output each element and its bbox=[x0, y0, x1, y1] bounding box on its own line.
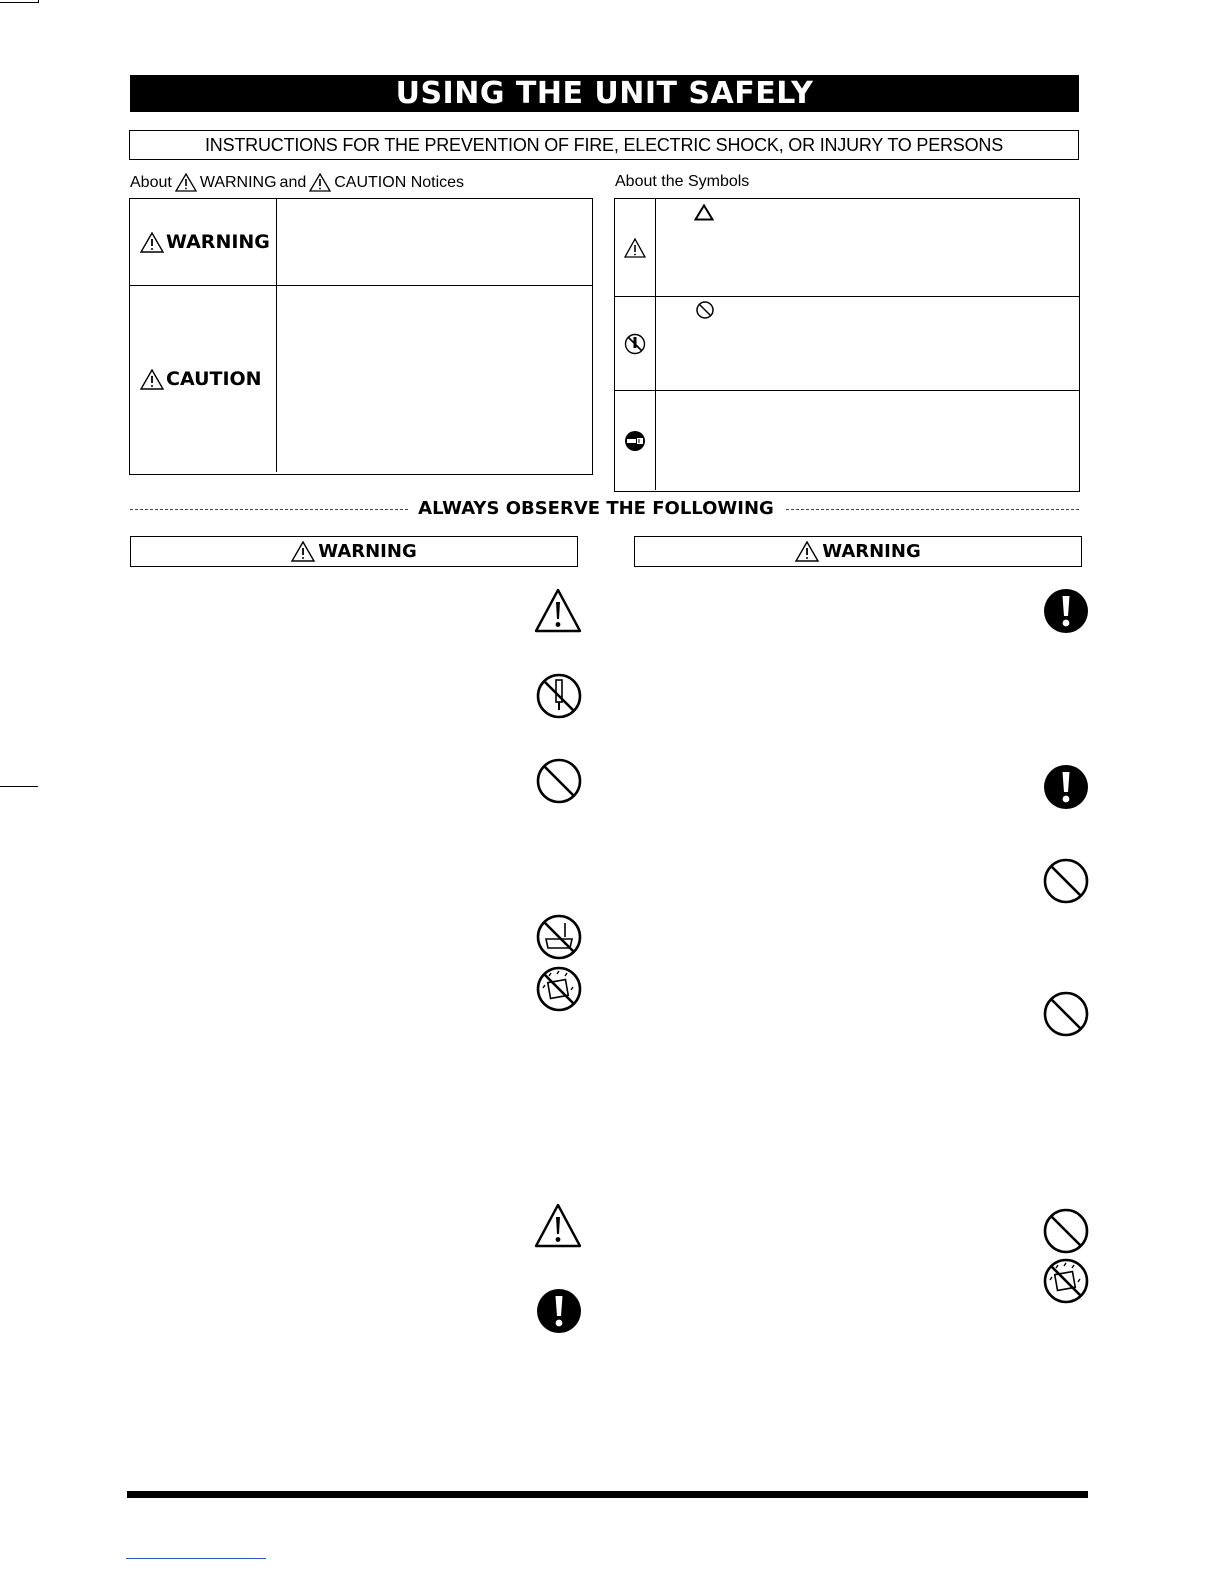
notices-heading-warning: WARNING bbox=[199, 173, 277, 191]
left-warning-header bbox=[130, 536, 578, 567]
notices-table bbox=[129, 198, 593, 475]
prohibited-icon bbox=[1042, 990, 1090, 1038]
notices-heading-caution: CAUTION Notices bbox=[334, 173, 465, 191]
instructions-banner: INSTRUCTIONS FOR THE PREVENTION OF FIRE, ELECTRIC SHOCK, OR INJURY TO PERSONS bbox=[129, 130, 1079, 160]
crop-mark-top-vertical bbox=[38, 0, 39, 3]
warning-triangle-icon bbox=[534, 587, 582, 635]
symbols-table bbox=[614, 198, 1080, 492]
symbol-icon-cell bbox=[615, 297, 656, 390]
warning-triangle-icon bbox=[795, 541, 819, 562]
keep-away-from-water-icon bbox=[535, 965, 583, 1013]
notices-heading bbox=[130, 173, 464, 192]
symbol-icon-cell bbox=[615, 391, 656, 490]
mandatory-action-icon bbox=[1042, 587, 1090, 635]
notices-heading-and: and bbox=[279, 173, 307, 191]
notice-caution-label: CAUTION bbox=[166, 368, 262, 390]
notices-heading-about: About bbox=[130, 173, 172, 191]
warning-triangle-icon bbox=[140, 232, 164, 253]
prohibited-icon bbox=[1042, 857, 1090, 905]
keep-away-from-water-icon bbox=[1042, 1257, 1090, 1305]
symbol-row-unplug bbox=[615, 391, 1079, 490]
warning-triangle-icon bbox=[534, 1202, 582, 1250]
warning-triangle-icon bbox=[175, 173, 197, 192]
observe-heading: ALWAYS OBSERVE THE FOLLOWING bbox=[410, 498, 782, 519]
prohibited-icon bbox=[535, 757, 583, 805]
do-not-disassemble-icon bbox=[624, 333, 646, 355]
prohibited-icon bbox=[1042, 1207, 1090, 1255]
notice-warning-label: WARNING bbox=[166, 231, 270, 253]
crop-mark-mid bbox=[0, 786, 38, 787]
do-not-disassemble-icon bbox=[535, 672, 583, 720]
prohibited-small-icon bbox=[695, 300, 715, 320]
bottom-rule bbox=[127, 1491, 1088, 1498]
open-triangle-icon bbox=[694, 204, 714, 221]
footer-underline bbox=[126, 1558, 266, 1559]
warning-triangle-icon bbox=[624, 238, 646, 258]
right-warning-header bbox=[634, 536, 1082, 567]
observe-divider-left bbox=[130, 509, 408, 510]
notice-row-warning bbox=[130, 199, 592, 286]
left-warning-label: WARNING bbox=[318, 541, 417, 562]
crop-mark-top bbox=[0, 2, 38, 3]
notice-row-caution bbox=[130, 286, 592, 472]
warning-triangle-icon bbox=[140, 369, 164, 390]
unplug-icon bbox=[624, 430, 646, 452]
symbols-heading: About the Symbols bbox=[615, 173, 750, 190]
notice-caution-cell bbox=[130, 286, 277, 472]
notice-warning-cell bbox=[130, 199, 277, 285]
right-warning-label: WARNING bbox=[822, 541, 921, 562]
do-not-use-in-bath-icon bbox=[535, 913, 583, 961]
page-title: USING THE UNIT SAFELY bbox=[130, 75, 1079, 112]
observe-divider-right bbox=[786, 509, 1079, 510]
symbol-row-prohibited bbox=[615, 297, 1079, 391]
warning-triangle-icon bbox=[309, 173, 331, 192]
mandatory-action-icon bbox=[1042, 763, 1090, 811]
mandatory-action-icon bbox=[535, 1287, 583, 1335]
symbol-icon-cell bbox=[615, 199, 656, 296]
warning-triangle-icon bbox=[291, 541, 315, 562]
symbol-row-triangle bbox=[615, 199, 1079, 297]
